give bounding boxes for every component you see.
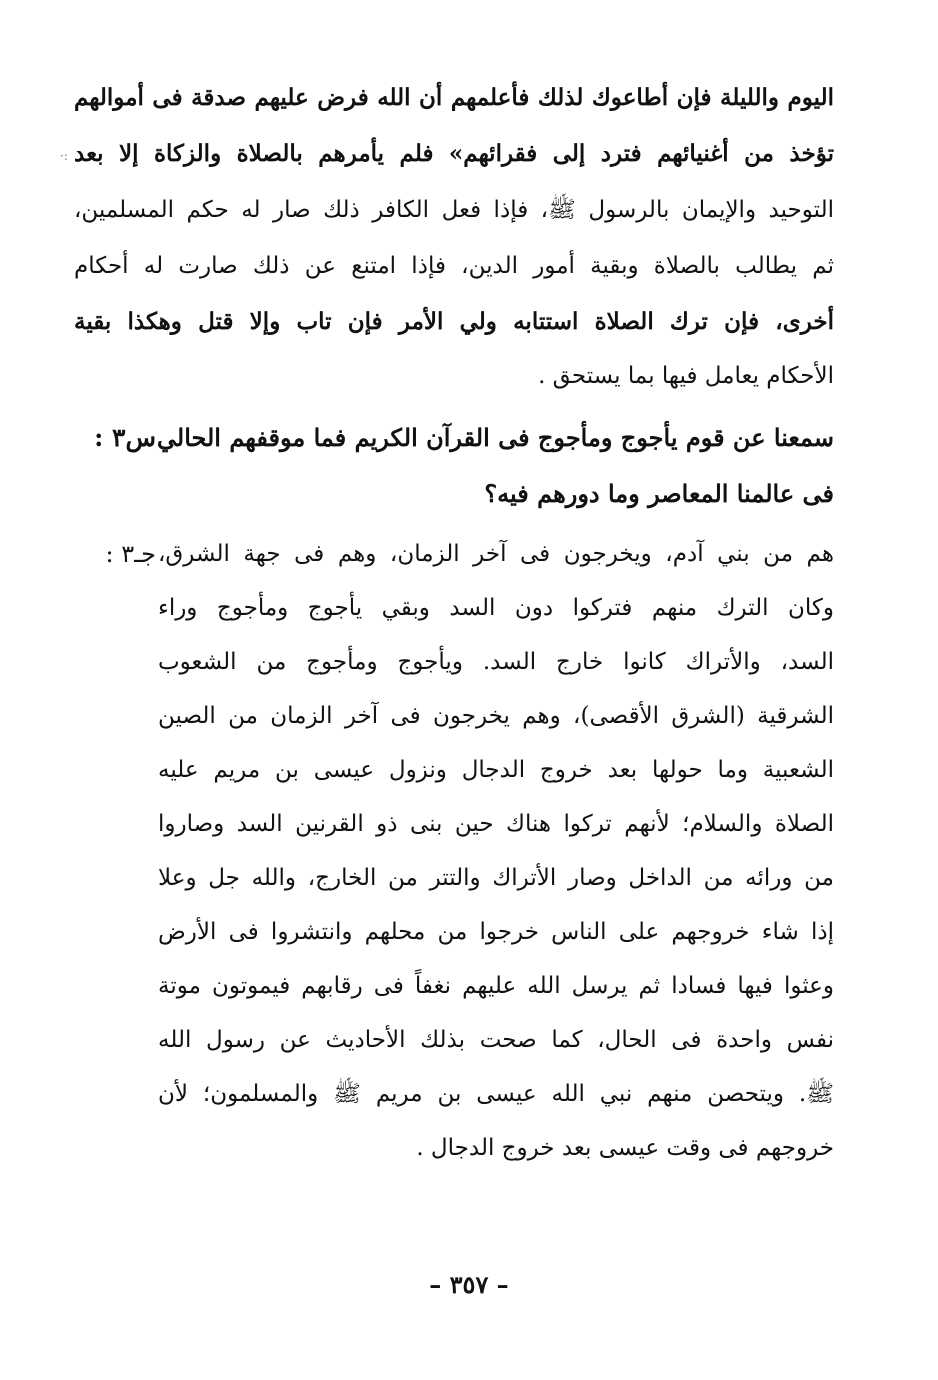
paragraph-line: اليوم والليلة فإن أطاعوك لذلك فأعلمهم أن الله فرض عليهم صدقة فى أموالهم [74, 84, 834, 111]
paragraph-line: الأحكام يعامل فيها بما يستحق . [538, 363, 834, 389]
answer-line: الصلاة والسلام؛ لأنهم تركوا هناك حين بنى ذو القرنين السد وصاروا [158, 811, 834, 837]
answer-line: ﷺ. ويتحصن منهم نبي الله عيسى بن مريم ﷺ والمسلمون؛ لأن [158, 1081, 834, 1107]
paragraph-line: ثم يطالب بالصلاة وبقية أمور الدين، فإذا امتنع عن ذلك صارت له أحكام [74, 253, 834, 279]
answer-line: هم من بني آدم، ويخرجون فى آخر الزمان، وهم فى جهة الشرق، [158, 541, 834, 567]
page-number: – ٣٥٧ – [429, 1270, 509, 1299]
paragraph-line: تؤخذ من أغنيائهم فترد إلى فقرائهم» فلم يأمرهم بالصلاة والزكاة إلا بعد [74, 140, 834, 167]
question-line: سمعنا عن قوم يأجوج ومأجوج فى القرآن الكريم فما موقفهم الحالي [156, 423, 834, 452]
answer-line: خروجهم فى وقت عيسى بعد خروج الدجال . [416, 1135, 834, 1161]
answer-line: الشعبية وما حولها بعد خروج الدجال ونزول عيسى بن مريم عليه [158, 757, 834, 783]
question-line: فى عالمنا المعاصر وما دورهم فيه؟ [484, 479, 834, 508]
answer-line: وعثوا فيها فسادا ثم يرسل الله عليهم نغفاً فى رقابهم فيموتون موتة [158, 973, 834, 999]
answer-line: نفس واحدة فى الحال، كما صحت بذلك الأحاديث عن رسول الله [158, 1027, 834, 1053]
answer-line: من ورائه من الداخل وصار الأتراك والتتر من الخارج، والله جل وعلا [158, 865, 834, 891]
paragraph-line: أخرى، فإن ترك الصلاة استتابه ولي الأمر فإن تاب وإلا قتل وهكذا بقية [74, 308, 834, 335]
answer-line: السد، والأتراك كانوا خارج السد. ويأجوج ومأجوج من الشعوب [158, 649, 834, 675]
margin-mark: ·: [60, 149, 68, 163]
answer-line: الشرقية (الشرق الأقصى)، وهم يخرجون فى آخر الزمان من الصين [158, 703, 834, 729]
question-label: س٣ : [94, 423, 156, 452]
answer-line: وكان الترك منهم فتركوا دون السد وبقي يأجوج ومأجوج وراء [158, 595, 834, 621]
paragraph-line: التوحيد والإيمان بالرسول ﷺ، فإذا فعل الكافر ذلك صار له حكم المسلمين، [74, 197, 834, 223]
answer-label: جـ٣ : [105, 540, 156, 568]
answer-line: إذا شاء خروجهم على الناس خرجوا من محلهم وانتشروا فى الأرض [158, 919, 834, 945]
